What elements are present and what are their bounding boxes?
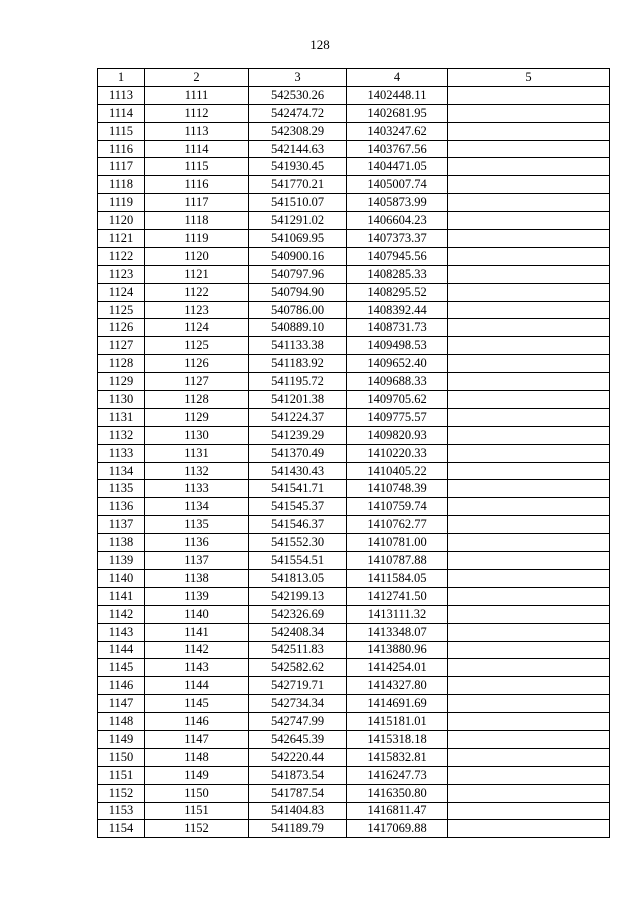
table-cell-col-3: 541770.21 xyxy=(249,176,347,194)
column-header-3: 3 xyxy=(249,69,347,87)
table-cell-col-2: 1115 xyxy=(145,158,249,176)
table-cell-col-2: 1127 xyxy=(145,373,249,391)
table-cell-col-1: 1134 xyxy=(98,462,145,480)
table-row xyxy=(98,158,610,176)
table-cell-col-2: 1117 xyxy=(145,194,249,212)
table-cell-col-1: 1150 xyxy=(98,748,145,766)
table-cell-col-1: 1122 xyxy=(98,247,145,265)
column-header-1: 1 xyxy=(98,69,145,87)
table-cell-col-1: 1144 xyxy=(98,641,145,659)
table-cell-col-5 xyxy=(448,319,610,337)
table-row xyxy=(98,677,610,695)
table-cell-col-5 xyxy=(448,552,610,570)
table-cell-col-3: 540797.96 xyxy=(249,265,347,283)
table-cell-col-2: 1118 xyxy=(145,212,249,230)
table-cell-col-5 xyxy=(448,408,610,426)
table-row xyxy=(98,462,610,480)
table-cell-col-2: 1146 xyxy=(145,713,249,731)
table-cell-col-4: 1402681.95 xyxy=(347,104,448,122)
table-cell-col-4: 1416811.47 xyxy=(347,802,448,820)
table-cell-col-1: 1113 xyxy=(98,86,145,104)
table-cell-col-3: 541545.37 xyxy=(249,498,347,516)
table-cell-col-2: 1129 xyxy=(145,408,249,426)
table-cell-col-5 xyxy=(448,802,610,820)
table-row xyxy=(98,534,610,552)
table-cell-col-2: 1145 xyxy=(145,695,249,713)
table-cell-col-4: 1414691.69 xyxy=(347,695,448,713)
table-cell-col-2: 1111 xyxy=(145,86,249,104)
table-cell-col-1: 1142 xyxy=(98,605,145,623)
table-cell-col-5 xyxy=(448,212,610,230)
table-cell-col-1: 1149 xyxy=(98,730,145,748)
table-header xyxy=(98,69,610,87)
table-cell-col-3: 542530.26 xyxy=(249,86,347,104)
table-cell-col-4: 1410748.39 xyxy=(347,480,448,498)
table-cell-col-1: 1137 xyxy=(98,516,145,534)
table-row xyxy=(98,587,610,605)
table-cell-col-4: 1415318.18 xyxy=(347,730,448,748)
table-cell-col-1: 1139 xyxy=(98,552,145,570)
table-cell-col-1: 1132 xyxy=(98,426,145,444)
table-row xyxy=(98,301,610,319)
table-cell-col-4: 1413880.96 xyxy=(347,641,448,659)
table-cell-col-3: 541546.37 xyxy=(249,516,347,534)
table-cell-col-4: 1412741.50 xyxy=(347,587,448,605)
table-cell-col-3: 541404.83 xyxy=(249,802,347,820)
table-cell-col-3: 541930.45 xyxy=(249,158,347,176)
table-cell-col-4: 1417069.88 xyxy=(347,820,448,838)
table-cell-col-4: 1410405.22 xyxy=(347,462,448,480)
table-cell-col-3: 541370.49 xyxy=(249,444,347,462)
table-cell-col-2: 1113 xyxy=(145,122,249,140)
table-cell-col-4: 1409498.53 xyxy=(347,337,448,355)
table-row xyxy=(98,212,610,230)
table-row xyxy=(98,355,610,373)
table-cell-col-5 xyxy=(448,516,610,534)
table-cell-col-5 xyxy=(448,534,610,552)
table-row xyxy=(98,516,610,534)
table-cell-col-5 xyxy=(448,784,610,802)
table-cell-col-2: 1151 xyxy=(145,802,249,820)
table-cell-col-5 xyxy=(448,641,610,659)
table-row xyxy=(98,408,610,426)
table-cell-col-5 xyxy=(448,283,610,301)
table-cell-col-4: 1409705.62 xyxy=(347,391,448,409)
table-cell-col-2: 1124 xyxy=(145,319,249,337)
table-cell-col-1: 1117 xyxy=(98,158,145,176)
table-cell-col-5 xyxy=(448,426,610,444)
table-cell-col-5 xyxy=(448,444,610,462)
table-row xyxy=(98,820,610,838)
table-cell-col-5 xyxy=(448,301,610,319)
table-cell-col-2: 1135 xyxy=(145,516,249,534)
table-cell-col-5 xyxy=(448,86,610,104)
table-row xyxy=(98,784,610,802)
table-row xyxy=(98,623,610,641)
table-cell-col-3: 541873.54 xyxy=(249,766,347,784)
table-cell-col-3: 541195.72 xyxy=(249,373,347,391)
table-cell-col-4: 1408392.44 xyxy=(347,301,448,319)
table-cell-col-4: 1410762.77 xyxy=(347,516,448,534)
table-cell-col-5 xyxy=(448,158,610,176)
table-cell-col-3: 541813.05 xyxy=(249,569,347,587)
table-cell-col-4: 1414254.01 xyxy=(347,659,448,677)
table-row xyxy=(98,319,610,337)
table-cell-col-5 xyxy=(448,265,610,283)
table-cell-col-4: 1409688.33 xyxy=(347,373,448,391)
table-cell-col-5 xyxy=(448,355,610,373)
table-cell-col-1: 1125 xyxy=(98,301,145,319)
table-cell-col-1: 1120 xyxy=(98,212,145,230)
table-cell-col-1: 1148 xyxy=(98,713,145,731)
table-cell-col-2: 1128 xyxy=(145,391,249,409)
table-body xyxy=(98,86,610,837)
table-cell-col-3: 541239.29 xyxy=(249,426,347,444)
table-row xyxy=(98,337,610,355)
table-cell-col-1: 1124 xyxy=(98,283,145,301)
table-cell-col-1: 1136 xyxy=(98,498,145,516)
table-row xyxy=(98,480,610,498)
table-cell-col-5 xyxy=(448,391,610,409)
table-cell-col-5 xyxy=(448,247,610,265)
table-cell-col-4: 1413348.07 xyxy=(347,623,448,641)
table-cell-col-5 xyxy=(448,605,610,623)
table-cell-col-2: 1134 xyxy=(145,498,249,516)
table-row xyxy=(98,247,610,265)
table-cell-col-4: 1415181.01 xyxy=(347,713,448,731)
table-row xyxy=(98,283,610,301)
table-cell-col-3: 542734.34 xyxy=(249,695,347,713)
table-row xyxy=(98,391,610,409)
table-cell-col-2: 1120 xyxy=(145,247,249,265)
table-cell-col-1: 1121 xyxy=(98,230,145,248)
table-cell-col-4: 1407373.37 xyxy=(347,230,448,248)
table-row xyxy=(98,748,610,766)
table-cell-col-1: 1127 xyxy=(98,337,145,355)
table-cell-col-5 xyxy=(448,623,610,641)
table-cell-col-2: 1116 xyxy=(145,176,249,194)
table-cell-col-5 xyxy=(448,569,610,587)
table-cell-col-3: 541541.71 xyxy=(249,480,347,498)
table-cell-col-4: 1405007.74 xyxy=(347,176,448,194)
table-cell-col-5 xyxy=(448,230,610,248)
table-cell-col-2: 1121 xyxy=(145,265,249,283)
table-cell-col-2: 1147 xyxy=(145,730,249,748)
table-cell-col-3: 541291.02 xyxy=(249,212,347,230)
table-cell-col-2: 1126 xyxy=(145,355,249,373)
table-cell-col-1: 1133 xyxy=(98,444,145,462)
table-cell-col-1: 1114 xyxy=(98,104,145,122)
table-row xyxy=(98,104,610,122)
table-cell-col-2: 1125 xyxy=(145,337,249,355)
table-cell-col-3: 542582.62 xyxy=(249,659,347,677)
table-cell-col-1: 1140 xyxy=(98,569,145,587)
table-cell-col-1: 1143 xyxy=(98,623,145,641)
table-cell-col-1: 1115 xyxy=(98,122,145,140)
table-cell-col-5 xyxy=(448,498,610,516)
table-cell-col-5 xyxy=(448,713,610,731)
table-cell-col-4: 1406604.23 xyxy=(347,212,448,230)
table-cell-col-2: 1123 xyxy=(145,301,249,319)
table-cell-col-4: 1410781.00 xyxy=(347,534,448,552)
table-cell-col-2: 1141 xyxy=(145,623,249,641)
table-cell-col-3: 541069.95 xyxy=(249,230,347,248)
table-cell-col-2: 1139 xyxy=(145,587,249,605)
table-cell-col-1: 1146 xyxy=(98,677,145,695)
table-cell-col-2: 1119 xyxy=(145,230,249,248)
table-row xyxy=(98,230,610,248)
column-header-5: 5 xyxy=(448,69,610,87)
table-cell-col-3: 542408.34 xyxy=(249,623,347,641)
table-cell-col-3: 540786.00 xyxy=(249,301,347,319)
table-cell-col-5 xyxy=(448,587,610,605)
table-cell-col-2: 1148 xyxy=(145,748,249,766)
column-header-2: 2 xyxy=(145,69,249,87)
table-cell-col-2: 1149 xyxy=(145,766,249,784)
table-row xyxy=(98,641,610,659)
table-cell-col-3: 541787.54 xyxy=(249,784,347,802)
table-cell-col-3: 542326.69 xyxy=(249,605,347,623)
table-row xyxy=(98,695,610,713)
table-cell-col-5 xyxy=(448,194,610,212)
table-row xyxy=(98,140,610,158)
table-cell-col-3: 541183.92 xyxy=(249,355,347,373)
table-cell-col-3: 540794.90 xyxy=(249,283,347,301)
table-cell-col-2: 1130 xyxy=(145,426,249,444)
table-cell-col-5 xyxy=(448,140,610,158)
table-cell-col-4: 1404471.05 xyxy=(347,158,448,176)
table-row xyxy=(98,766,610,784)
table-cell-col-4: 1403247.62 xyxy=(347,122,448,140)
table-cell-col-4: 1416350.80 xyxy=(347,784,448,802)
table-cell-col-2: 1144 xyxy=(145,677,249,695)
table-cell-col-4: 1408295.52 xyxy=(347,283,448,301)
table-cell-col-2: 1133 xyxy=(145,480,249,498)
table-cell-col-2: 1152 xyxy=(145,820,249,838)
table-cell-col-2: 1122 xyxy=(145,283,249,301)
table-cell-col-4: 1409820.93 xyxy=(347,426,448,444)
table-cell-col-1: 1123 xyxy=(98,265,145,283)
table-cell-col-5 xyxy=(448,373,610,391)
table-cell-col-2: 1143 xyxy=(145,659,249,677)
table-cell-col-3: 542199.13 xyxy=(249,587,347,605)
table-cell-col-1: 1116 xyxy=(98,140,145,158)
table-cell-col-5 xyxy=(448,677,610,695)
table-cell-col-4: 1407945.56 xyxy=(347,247,448,265)
table-cell-col-2: 1137 xyxy=(145,552,249,570)
table-row xyxy=(98,444,610,462)
table-cell-col-4: 1409775.57 xyxy=(347,408,448,426)
table-cell-col-2: 1138 xyxy=(145,569,249,587)
table-cell-col-1: 1147 xyxy=(98,695,145,713)
table-cell-col-1: 1153 xyxy=(98,802,145,820)
table-cell-col-4: 1405873.99 xyxy=(347,194,448,212)
table-cell-col-3: 542144.63 xyxy=(249,140,347,158)
table-cell-col-3: 541552.30 xyxy=(249,534,347,552)
table-cell-col-3: 541430.43 xyxy=(249,462,347,480)
table-row xyxy=(98,802,610,820)
table-cell-col-3: 541224.37 xyxy=(249,408,347,426)
table-cell-col-1: 1129 xyxy=(98,373,145,391)
table-cell-col-3: 541189.79 xyxy=(249,820,347,838)
table-cell-col-3: 542645.39 xyxy=(249,730,347,748)
table-cell-col-2: 1136 xyxy=(145,534,249,552)
table-cell-col-2: 1140 xyxy=(145,605,249,623)
table-cell-col-5 xyxy=(448,480,610,498)
table-cell-col-2: 1132 xyxy=(145,462,249,480)
table-cell-col-1: 1119 xyxy=(98,194,145,212)
table-cell-col-1: 1152 xyxy=(98,784,145,802)
table-cell-col-5 xyxy=(448,176,610,194)
table-row xyxy=(98,194,610,212)
table-cell-col-1: 1126 xyxy=(98,319,145,337)
table-cell-col-4: 1402448.11 xyxy=(347,86,448,104)
table-row xyxy=(98,176,610,194)
table-cell-col-1: 1135 xyxy=(98,480,145,498)
table-cell-col-1: 1130 xyxy=(98,391,145,409)
table-cell-col-5 xyxy=(448,766,610,784)
table-cell-col-3: 540900.16 xyxy=(249,247,347,265)
table-cell-col-2: 1112 xyxy=(145,104,249,122)
table-cell-col-4: 1414327.80 xyxy=(347,677,448,695)
header-row xyxy=(98,69,610,87)
table-row xyxy=(98,86,610,104)
table-row xyxy=(98,552,610,570)
coordinates-table xyxy=(97,68,610,838)
table-cell-col-4: 1409652.40 xyxy=(347,355,448,373)
table-cell-col-3: 542511.83 xyxy=(249,641,347,659)
table-row xyxy=(98,498,610,516)
table-cell-col-3: 542474.72 xyxy=(249,104,347,122)
table-cell-col-2: 1142 xyxy=(145,641,249,659)
table-cell-col-3: 541133.38 xyxy=(249,337,347,355)
table-cell-col-5 xyxy=(448,337,610,355)
table-cell-col-1: 1131 xyxy=(98,408,145,426)
table-cell-col-4: 1410759.74 xyxy=(347,498,448,516)
table-cell-col-3: 542308.29 xyxy=(249,122,347,140)
table-cell-col-5 xyxy=(448,820,610,838)
table-cell-col-4: 1413111.32 xyxy=(347,605,448,623)
table-cell-col-5 xyxy=(448,748,610,766)
table-cell-col-2: 1114 xyxy=(145,140,249,158)
table-row xyxy=(98,605,610,623)
table-row xyxy=(98,265,610,283)
table-cell-col-5 xyxy=(448,122,610,140)
table-cell-col-1: 1141 xyxy=(98,587,145,605)
page-number: 128 xyxy=(310,37,330,52)
table-cell-col-1: 1118 xyxy=(98,176,145,194)
table-cell-col-4: 1410787.88 xyxy=(347,552,448,570)
table-cell-col-2: 1131 xyxy=(145,444,249,462)
table-cell-col-4: 1408731.73 xyxy=(347,319,448,337)
table-row xyxy=(98,659,610,677)
table-cell-col-3: 542220.44 xyxy=(249,748,347,766)
table-cell-col-4: 1415832.81 xyxy=(347,748,448,766)
table-cell-col-3: 541510.07 xyxy=(249,194,347,212)
table-row xyxy=(98,373,610,391)
table-cell-col-3: 541554.51 xyxy=(249,552,347,570)
table-row xyxy=(98,569,610,587)
table-cell-col-3: 542719.71 xyxy=(249,677,347,695)
table-cell-col-5 xyxy=(448,104,610,122)
table-cell-col-1: 1128 xyxy=(98,355,145,373)
table-cell-col-5 xyxy=(448,462,610,480)
table-cell-col-1: 1151 xyxy=(98,766,145,784)
table-row xyxy=(98,730,610,748)
table-cell-col-2: 1150 xyxy=(145,784,249,802)
table-cell-col-4: 1403767.56 xyxy=(347,140,448,158)
table-cell-col-5 xyxy=(448,695,610,713)
table-cell-col-1: 1138 xyxy=(98,534,145,552)
table-cell-col-3: 541201.38 xyxy=(249,391,347,409)
table-cell-col-5 xyxy=(448,659,610,677)
table-cell-col-3: 540889.10 xyxy=(249,319,347,337)
table-cell-col-1: 1154 xyxy=(98,820,145,838)
table-cell-col-1: 1145 xyxy=(98,659,145,677)
table-cell-col-4: 1411584.05 xyxy=(347,569,448,587)
table-cell-col-4: 1408285.33 xyxy=(347,265,448,283)
table-cell-col-4: 1410220.33 xyxy=(347,444,448,462)
table-cell-col-5 xyxy=(448,730,610,748)
table-cell-col-4: 1416247.73 xyxy=(347,766,448,784)
table-row xyxy=(98,426,610,444)
table-row xyxy=(98,122,610,140)
column-header-4: 4 xyxy=(347,69,448,87)
table-cell-col-3: 542747.99 xyxy=(249,713,347,731)
table-row xyxy=(98,713,610,731)
